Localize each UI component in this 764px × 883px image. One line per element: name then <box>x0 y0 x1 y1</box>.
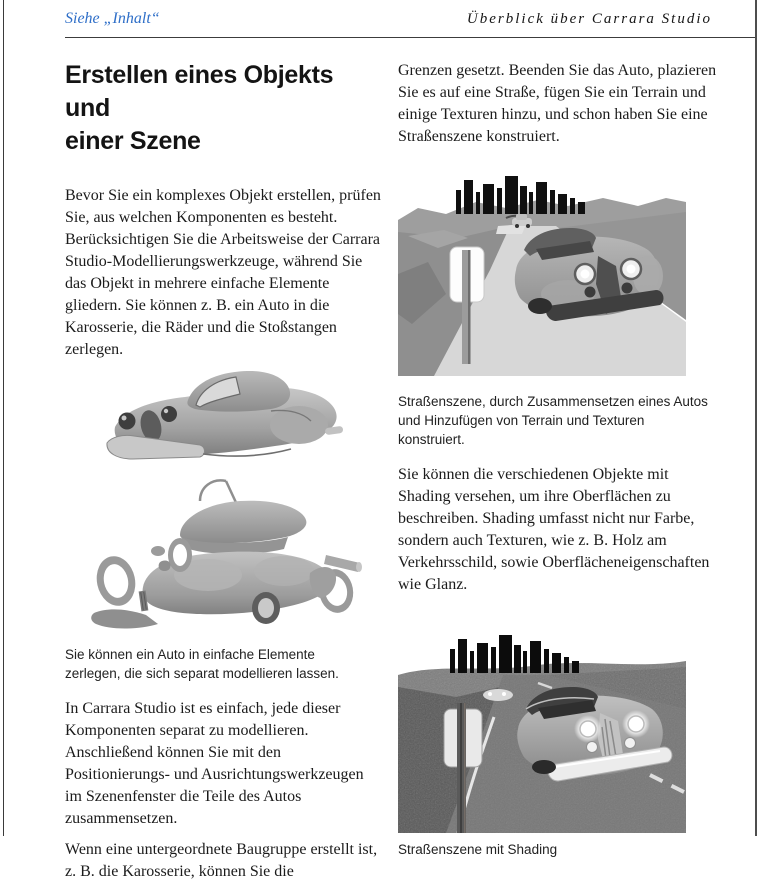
page-header <box>65 10 712 28</box>
left-column <box>65 57 383 883</box>
paragraph-components: In Carrara Studio ist es einfach, jede dieser Komponenten separat zu modellieren. Anschließend können Sie mit den Positionierungs- und Ausrichtungswerkzeugen im Szenenfenster die Teile des Autos zusammensetzen. <box>65 700 364 827</box>
caption-street-scene: Straßenszene, durch Zusammensetzen eines Autos und Hinzufügen von Terrain und Texturen konstruiert. <box>398 394 708 447</box>
contents-link[interactable]: Siehe „Inhalt“ <box>65 10 160 27</box>
figure-assembled-car <box>103 365 383 474</box>
caption-shaded-cut <box>398 840 720 857</box>
right-column <box>398 57 720 857</box>
header-rule <box>65 37 755 38</box>
section-heading-line1: Erstellen eines Objekts und <box>65 61 334 122</box>
caption-shaded-text: Straßenszene mit Shading <box>398 842 558 857</box>
paragraph-street: Grenzen gesetzt. Beenden Sie das Auto, plazieren Sie es auf eine Straße, fügen Sie ein Terrain und einige Texturen hinzu, und schon haben Sie eine Straßenszene konstruiert. <box>398 62 717 145</box>
caption-exploded-car: Sie können ein Auto in einfache Elemente zerlegen, die sich separat modellieren lassen. <box>65 647 339 681</box>
page-left-border <box>3 0 4 836</box>
figure-street-scene-shaded <box>398 617 720 838</box>
street-scene-image <box>398 174 686 376</box>
paragraph-intro: Bevor Sie ein komplexes Objekt erstellen, prüfen Sie, aus welchen Komponenten es besteht. Berücksichtigen Sie die Arbeitsweise der Carrara Studio-Modellierungswerkzeuge, während Sie das Objekt in mehrere einfache Elemente gliedern. Sie können z. B. ein Auto in die Karosserie, die Räder und die Stoßstangen zerlegen. <box>65 187 381 358</box>
figure-exploded-car <box>88 475 383 636</box>
page-right-border <box>755 0 757 836</box>
assembled-car-image <box>103 365 350 469</box>
street-scene-shaded-image <box>398 617 686 833</box>
paragraph-shading: Sie können die verschiedenen Objekte mit Shading versehen, um ihre Oberflächen zu beschreiben. Shading umfasst nicht nur Farbe, sondern auch Texturen, wie z. B. Holz am Verkehrsschild, sowie Oberflächeneigenschaften wie Glanz. <box>398 466 710 593</box>
exploded-car-image <box>88 475 373 631</box>
running-title: Überblick über Carrara Studio <box>466 11 712 27</box>
section-heading <box>65 59 383 158</box>
section-heading-line2: einer Szene <box>65 127 201 155</box>
figure-street-scene <box>398 174 720 381</box>
paragraph-subassembly: Wenn eine untergeordnete Baugruppe erstellt ist, z. B. die Karosserie, können Sie die <box>65 841 378 880</box>
